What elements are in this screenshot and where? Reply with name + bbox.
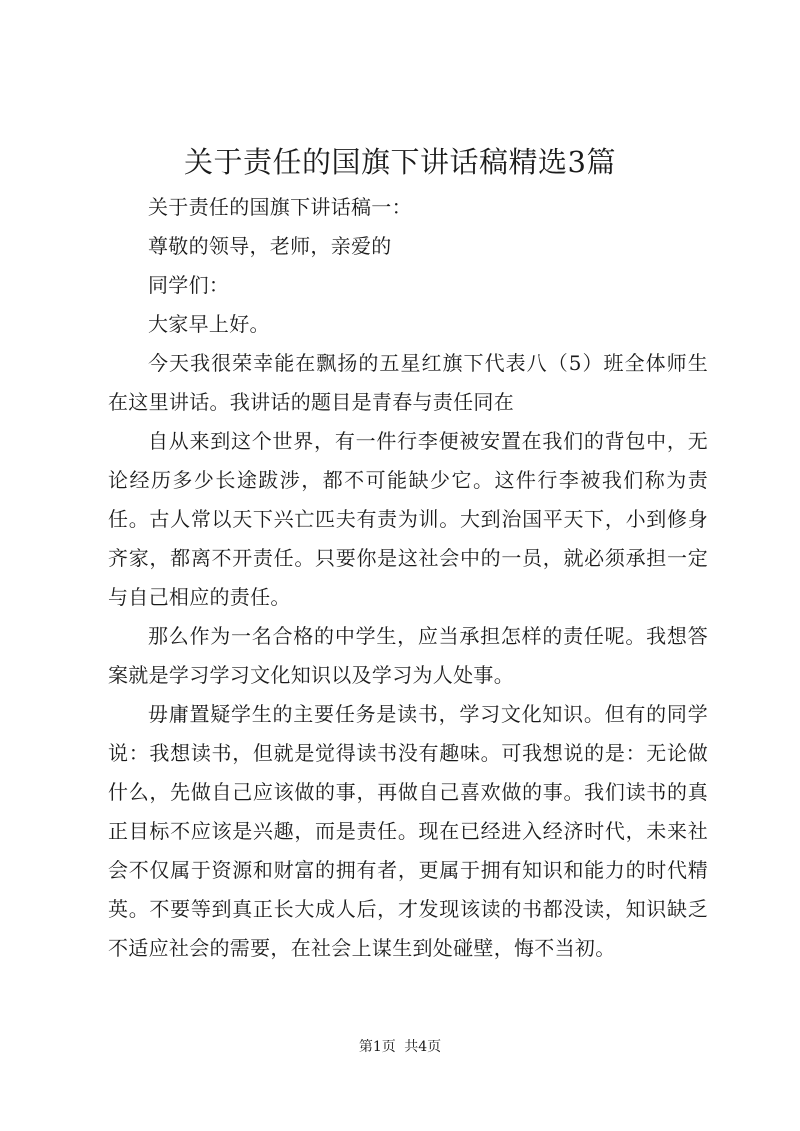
paragraph-student-duty: 那么作为一名合格的中学生，应当承担怎样的责任呢。我想答案就是学习学习文化知识以及学习为人处事。 bbox=[108, 624, 708, 687]
paragraph-study: 毋庸置疑学生的主要任务是读书，学习文化知识。但有的同学说：我想读书，但就是觉得读书没有趣味。可我想说的是：无论做什么，先做自己应该做的事，再做自己喜欢做的事。我们读书的真正目标不应该是兴趣，而是责任。现在已经进入经济时代，未来社会不仅属于资源和财富的拥有者，更属于拥有知识和能力的时代精英。不要等到真正长大成人后，才发现该读的书都没读，知识缺乏不适应社会的需要，在社会上谋生到处碰壁，悔不当初。 bbox=[108, 702, 708, 960]
paragraph-heading: 关于责任的国旗下讲话稿一： bbox=[148, 195, 412, 219]
page-footer bbox=[0, 1037, 800, 1057]
paragraph-greeting: 大家早上好。 bbox=[148, 312, 270, 336]
document-body bbox=[108, 188, 708, 968]
document-title: 关于责任的国旗下讲话稿精选3篇 bbox=[184, 145, 616, 179]
page-number: 第1页 bbox=[358, 1039, 396, 1055]
paragraph-salutation-cont: 同学们： bbox=[148, 273, 230, 297]
page-total: 共4页 bbox=[404, 1039, 442, 1055]
paragraph-responsibility: 自从来到这个世界，有一件行李便被安置在我们的背包中，无论经历多少长途跋涉，都不可能缺少它。这件行李被我们称为责任。古人常以天下兴亡匹夫有责为训。大到治国平天下，小到修身齐家，都离不开责任。只要你是这社会中的一员，就必须承担一定与自己相应的责任。 bbox=[108, 429, 708, 609]
paragraph-intro: 今天我很荣幸能在飘扬的五星红旗下代表八（5）班全体师生在这里讲话。我讲话的题目是青春与责任同在 bbox=[108, 351, 708, 414]
paragraph-salutation: 尊敬的领导，老师，亲爱的 bbox=[148, 234, 392, 258]
